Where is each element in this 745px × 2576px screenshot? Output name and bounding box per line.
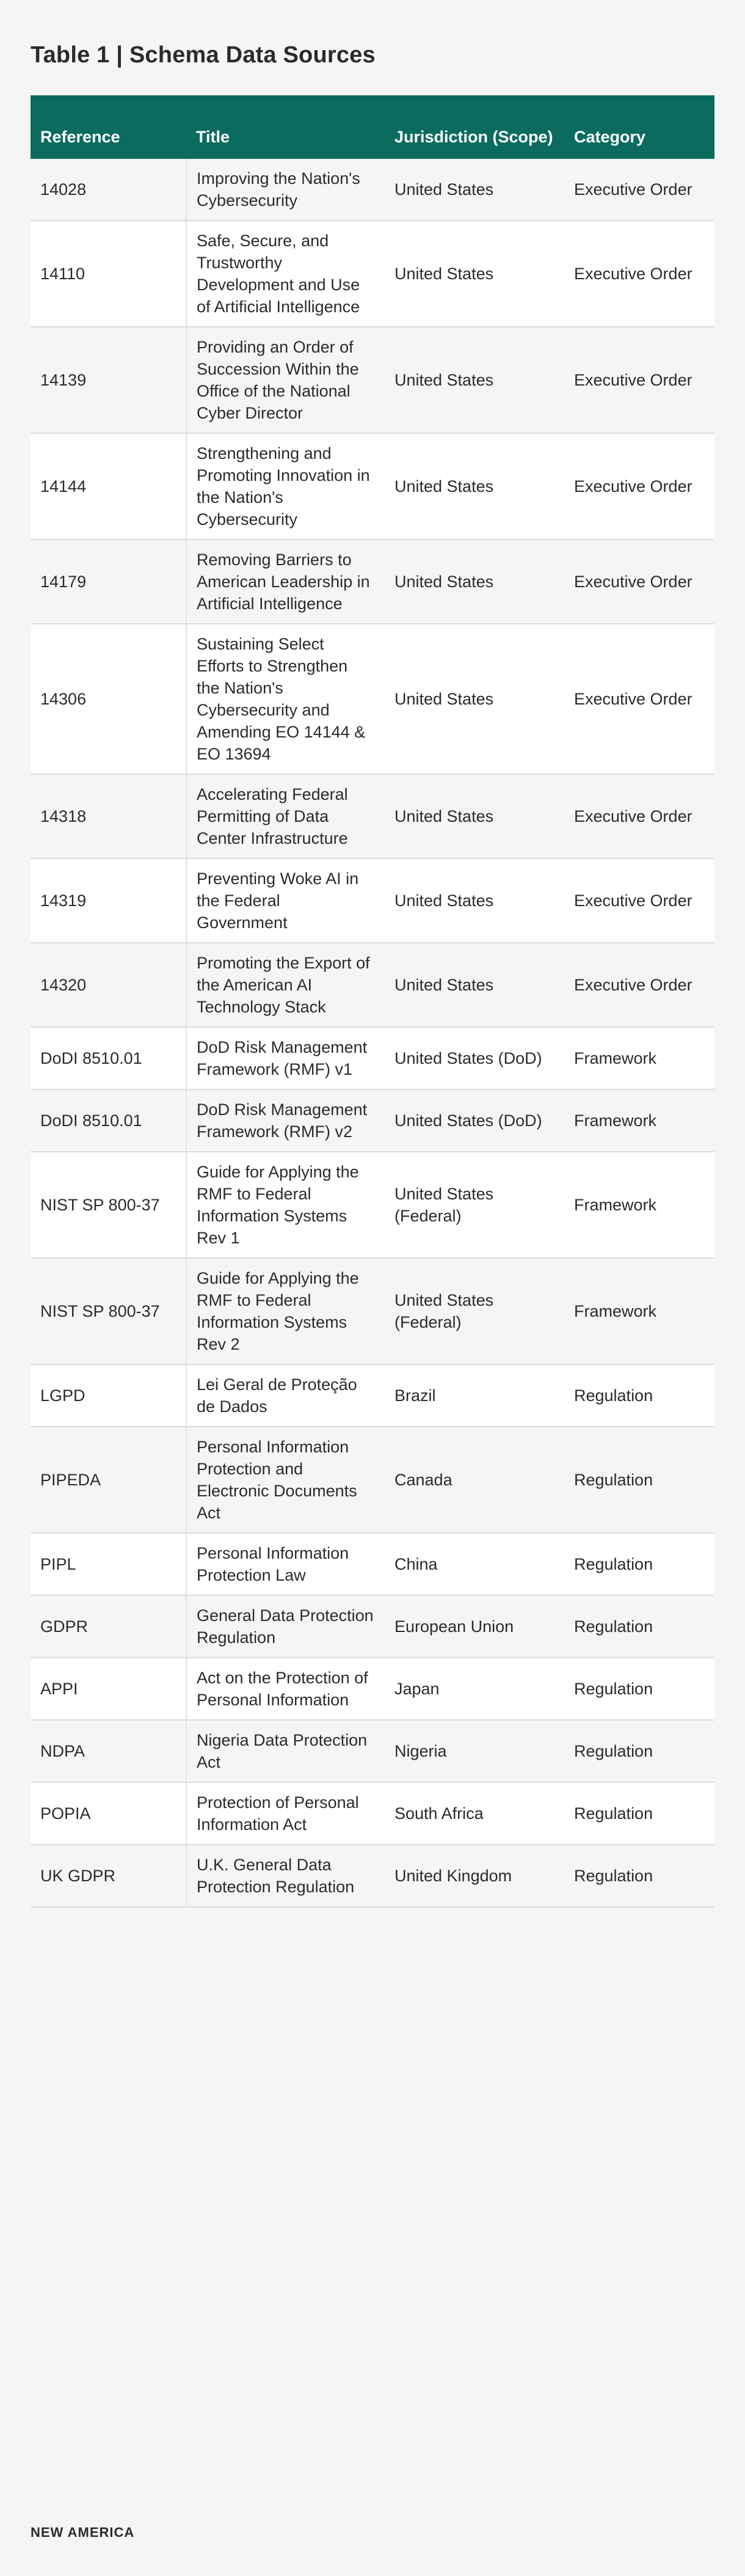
cell-category: Executive Order bbox=[564, 540, 714, 624]
cell-title: U.K. General Data Protection Regulation bbox=[186, 1845, 385, 1907]
table-row bbox=[31, 433, 714, 540]
cell-jurisdiction: United States bbox=[385, 943, 564, 1027]
cell-jurisdiction: United States (Federal) bbox=[385, 1152, 564, 1258]
cell-category: Regulation bbox=[564, 1533, 714, 1595]
table-row bbox=[31, 159, 714, 221]
cell-title: Strengthening and Promoting Innovation in the Nation's Cybersecurity bbox=[186, 433, 385, 540]
cell-jurisdiction: United States bbox=[385, 159, 564, 221]
cell-category: Regulation bbox=[564, 1658, 714, 1720]
cell-category: Framework bbox=[564, 1089, 714, 1152]
cell-title: Preventing Woke AI in the Federal Government bbox=[186, 858, 385, 943]
cell-title: Nigeria Data Protection Act bbox=[186, 1720, 385, 1782]
cell-category: Executive Order bbox=[564, 624, 714, 774]
cell-title: Improving the Nation's Cybersecurity bbox=[186, 159, 385, 221]
cell-reference: POPIA bbox=[31, 1782, 186, 1845]
cell-reference: NIST SP 800-37 bbox=[31, 1258, 186, 1364]
table-row bbox=[31, 858, 714, 943]
column-header-title: Title bbox=[186, 95, 385, 159]
cell-title: Sustaining Select Efforts to Strengthen the Nation's Cybersecurity and Amending EO 14144 & EO 13694 bbox=[186, 624, 385, 774]
cell-jurisdiction: United States bbox=[385, 774, 564, 858]
cell-jurisdiction: United States bbox=[385, 624, 564, 774]
table-row bbox=[31, 1658, 714, 1720]
cell-reference: 14318 bbox=[31, 774, 186, 858]
column-header-reference: Reference bbox=[31, 95, 186, 159]
cell-title: Guide for Applying the RMF to Federal Information Systems Rev 1 bbox=[186, 1152, 385, 1258]
cell-jurisdiction: China bbox=[385, 1533, 564, 1595]
table-row bbox=[31, 540, 714, 624]
table-row bbox=[31, 1782, 714, 1845]
table-row bbox=[31, 1258, 714, 1364]
cell-category: Regulation bbox=[564, 1364, 714, 1427]
cell-reference: 14028 bbox=[31, 159, 186, 221]
cell-jurisdiction: United States bbox=[385, 221, 564, 327]
cell-jurisdiction: United States bbox=[385, 540, 564, 624]
cell-title: Personal Information Protection and Electronic Documents Act bbox=[186, 1427, 385, 1533]
table-row bbox=[31, 327, 714, 433]
table-row bbox=[31, 1152, 714, 1258]
cell-title: Act on the Protection of Personal Information bbox=[186, 1658, 385, 1720]
cell-category: Executive Order bbox=[564, 943, 714, 1027]
cell-jurisdiction: United Kingdom bbox=[385, 1845, 564, 1907]
table-row bbox=[31, 1533, 714, 1595]
cell-reference: NIST SP 800-37 bbox=[31, 1152, 186, 1258]
page-title: Table 1 | Schema Data Sources bbox=[31, 42, 376, 68]
cell-jurisdiction: Japan bbox=[385, 1658, 564, 1720]
cell-title: Guide for Applying the RMF to Federal Information Systems Rev 2 bbox=[186, 1258, 385, 1364]
cell-reference: 14319 bbox=[31, 858, 186, 943]
cell-jurisdiction: United States (DoD) bbox=[385, 1027, 564, 1089]
cell-jurisdiction: European Union bbox=[385, 1595, 564, 1658]
cell-category: Executive Order bbox=[564, 159, 714, 221]
column-header-jurisdiction: Jurisdiction (Scope) bbox=[385, 95, 564, 159]
cell-jurisdiction: United States bbox=[385, 858, 564, 943]
table-row bbox=[31, 1364, 714, 1427]
cell-category: Regulation bbox=[564, 1845, 714, 1907]
table-row bbox=[31, 1089, 714, 1152]
cell-title: DoD Risk Management Framework (RMF) v2 bbox=[186, 1089, 385, 1152]
cell-title: Safe, Secure, and Trustworthy Development and Use of Artificial Intelligence bbox=[186, 221, 385, 327]
cell-title: Providing an Order of Succession Within the Office of the National Cyber Director bbox=[186, 327, 385, 433]
brand-logo-text: NEW AMERICA bbox=[31, 2525, 135, 2540]
cell-reference: 14144 bbox=[31, 433, 186, 540]
cell-reference: LGPD bbox=[31, 1364, 186, 1427]
cell-category: Framework bbox=[564, 1152, 714, 1258]
cell-category: Executive Order bbox=[564, 327, 714, 433]
cell-reference: 14306 bbox=[31, 624, 186, 774]
table-body bbox=[31, 159, 714, 1907]
cell-reference: GDPR bbox=[31, 1595, 186, 1658]
cell-title: Protection of Personal Information Act bbox=[186, 1782, 385, 1845]
cell-title: Personal Information Protection Law bbox=[186, 1533, 385, 1595]
cell-reference: DoDI 8510.01 bbox=[31, 1027, 186, 1089]
cell-title: General Data Protection Regulation bbox=[186, 1595, 385, 1658]
table-row bbox=[31, 1845, 714, 1907]
table-row bbox=[31, 1595, 714, 1658]
cell-reference: PIPEDA bbox=[31, 1427, 186, 1533]
cell-reference: 14179 bbox=[31, 540, 186, 624]
cell-jurisdiction: United States (Federal) bbox=[385, 1258, 564, 1364]
cell-title: Removing Barriers to American Leadership in Artificial Intelligence bbox=[186, 540, 385, 624]
cell-category: Regulation bbox=[564, 1595, 714, 1658]
table-row bbox=[31, 774, 714, 858]
cell-reference: 14110 bbox=[31, 221, 186, 327]
cell-jurisdiction: United States (DoD) bbox=[385, 1089, 564, 1152]
table-row bbox=[31, 1427, 714, 1533]
cell-jurisdiction: United States bbox=[385, 327, 564, 433]
cell-reference: APPI bbox=[31, 1658, 186, 1720]
cell-title: Lei Geral de Proteção de Dados bbox=[186, 1364, 385, 1427]
cell-jurisdiction: Nigeria bbox=[385, 1720, 564, 1782]
cell-reference: PIPL bbox=[31, 1533, 186, 1595]
cell-reference: UK GDPR bbox=[31, 1845, 186, 1907]
cell-category: Executive Order bbox=[564, 774, 714, 858]
data-sources-table bbox=[31, 95, 714, 1908]
cell-jurisdiction: Canada bbox=[385, 1427, 564, 1533]
table-row bbox=[31, 221, 714, 327]
column-header-category: Category bbox=[564, 95, 714, 159]
cell-jurisdiction: United States bbox=[385, 433, 564, 540]
table-header bbox=[31, 95, 714, 159]
table-row bbox=[31, 1720, 714, 1782]
cell-category: Regulation bbox=[564, 1720, 714, 1782]
cell-category: Executive Order bbox=[564, 858, 714, 943]
cell-category: Framework bbox=[564, 1027, 714, 1089]
cell-reference: 14139 bbox=[31, 327, 186, 433]
cell-category: Executive Order bbox=[564, 221, 714, 327]
cell-category: Regulation bbox=[564, 1427, 714, 1533]
cell-reference: NDPA bbox=[31, 1720, 186, 1782]
cell-reference: 14320 bbox=[31, 943, 186, 1027]
table-row bbox=[31, 943, 714, 1027]
cell-title: DoD Risk Management Framework (RMF) v1 bbox=[186, 1027, 385, 1089]
cell-category: Executive Order bbox=[564, 433, 714, 540]
table-row bbox=[31, 624, 714, 774]
table-row bbox=[31, 1027, 714, 1089]
cell-title: Promoting the Export of the American AI Technology Stack bbox=[186, 943, 385, 1027]
table-header-row bbox=[31, 95, 714, 159]
cell-category: Framework bbox=[564, 1258, 714, 1364]
cell-title: Accelerating Federal Permitting of Data Center Infrastructure bbox=[186, 774, 385, 858]
cell-jurisdiction: Brazil bbox=[385, 1364, 564, 1427]
cell-category: Regulation bbox=[564, 1782, 714, 1845]
cell-reference: DoDI 8510.01 bbox=[31, 1089, 186, 1152]
cell-jurisdiction: South Africa bbox=[385, 1782, 564, 1845]
